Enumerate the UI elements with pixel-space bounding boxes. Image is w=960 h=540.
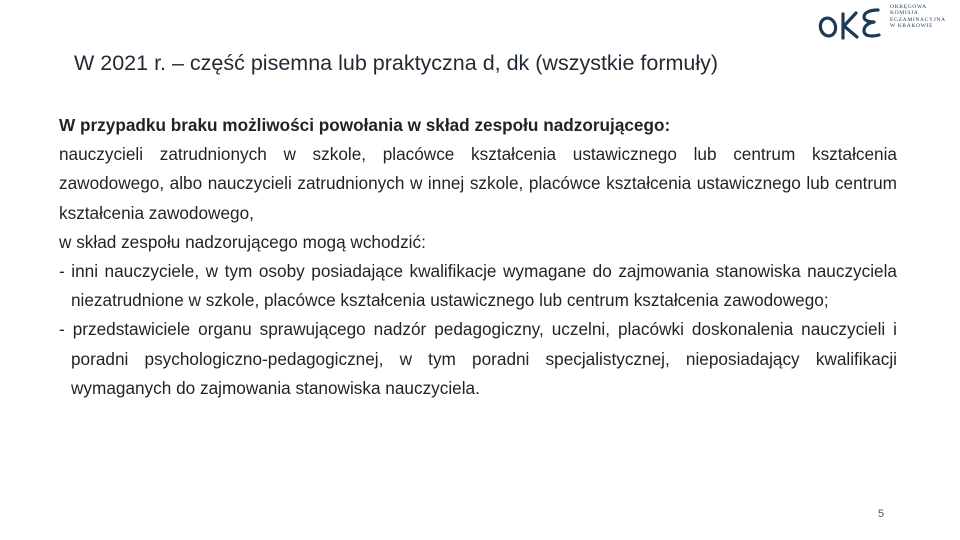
oke-logo (814, 4, 954, 44)
slide-title: W 2021 r. – część pisemna lub praktyczna d, dk (wszystkie formuły) (74, 51, 719, 75)
lead-heading: W przypadku braku możliwości powołania w skład zespołu nadzorującego: (59, 115, 671, 135)
slide-body (59, 111, 897, 403)
body-paragraph: nauczycieli zatrudnionych w szkole, placówce kształcenia ustawicznego lub centrum kształcenia zawodowego, albo nauczycieli zatrudnionych w innej szkole, placówce kształcenia ustawicznego lub centrum kształcenia zawodowego, (59, 144, 897, 223)
logo-line: EGZAMINACYJNA (890, 16, 946, 23)
logo-line: W KRAKOWIE (890, 23, 934, 30)
list-item: - inni nauczyciele, w tym osoby posiadające kwalifikacje wymagane do zajmowania stanowiska nauczyciela niezatrudnione w szkole, placówce kształcenia ustawicznego lub centrum kształcenia zawodowego; (59, 261, 897, 311)
list-item: - przedstawiciele organu sprawującego nadzór pedagogiczny, uczelni, placówki doskonalenia nauczycieli i poradni psychologiczno-pedagogicznej, w tym poradni specjalistycznej, nieposiadający kwalifikacji wymaganych do zajmowania stanowiska nauczyciela. (59, 319, 897, 398)
logo-line: OKRĘGOWA (890, 4, 927, 10)
oke-logo-icon (814, 4, 884, 44)
page-number: 5 (878, 508, 885, 520)
oke-logo-text (890, 4, 954, 30)
logo-line: KOMISJA (890, 10, 919, 17)
list-intro: w skład zespołu nadzorującego mogą wchodzić: (59, 231, 426, 252)
